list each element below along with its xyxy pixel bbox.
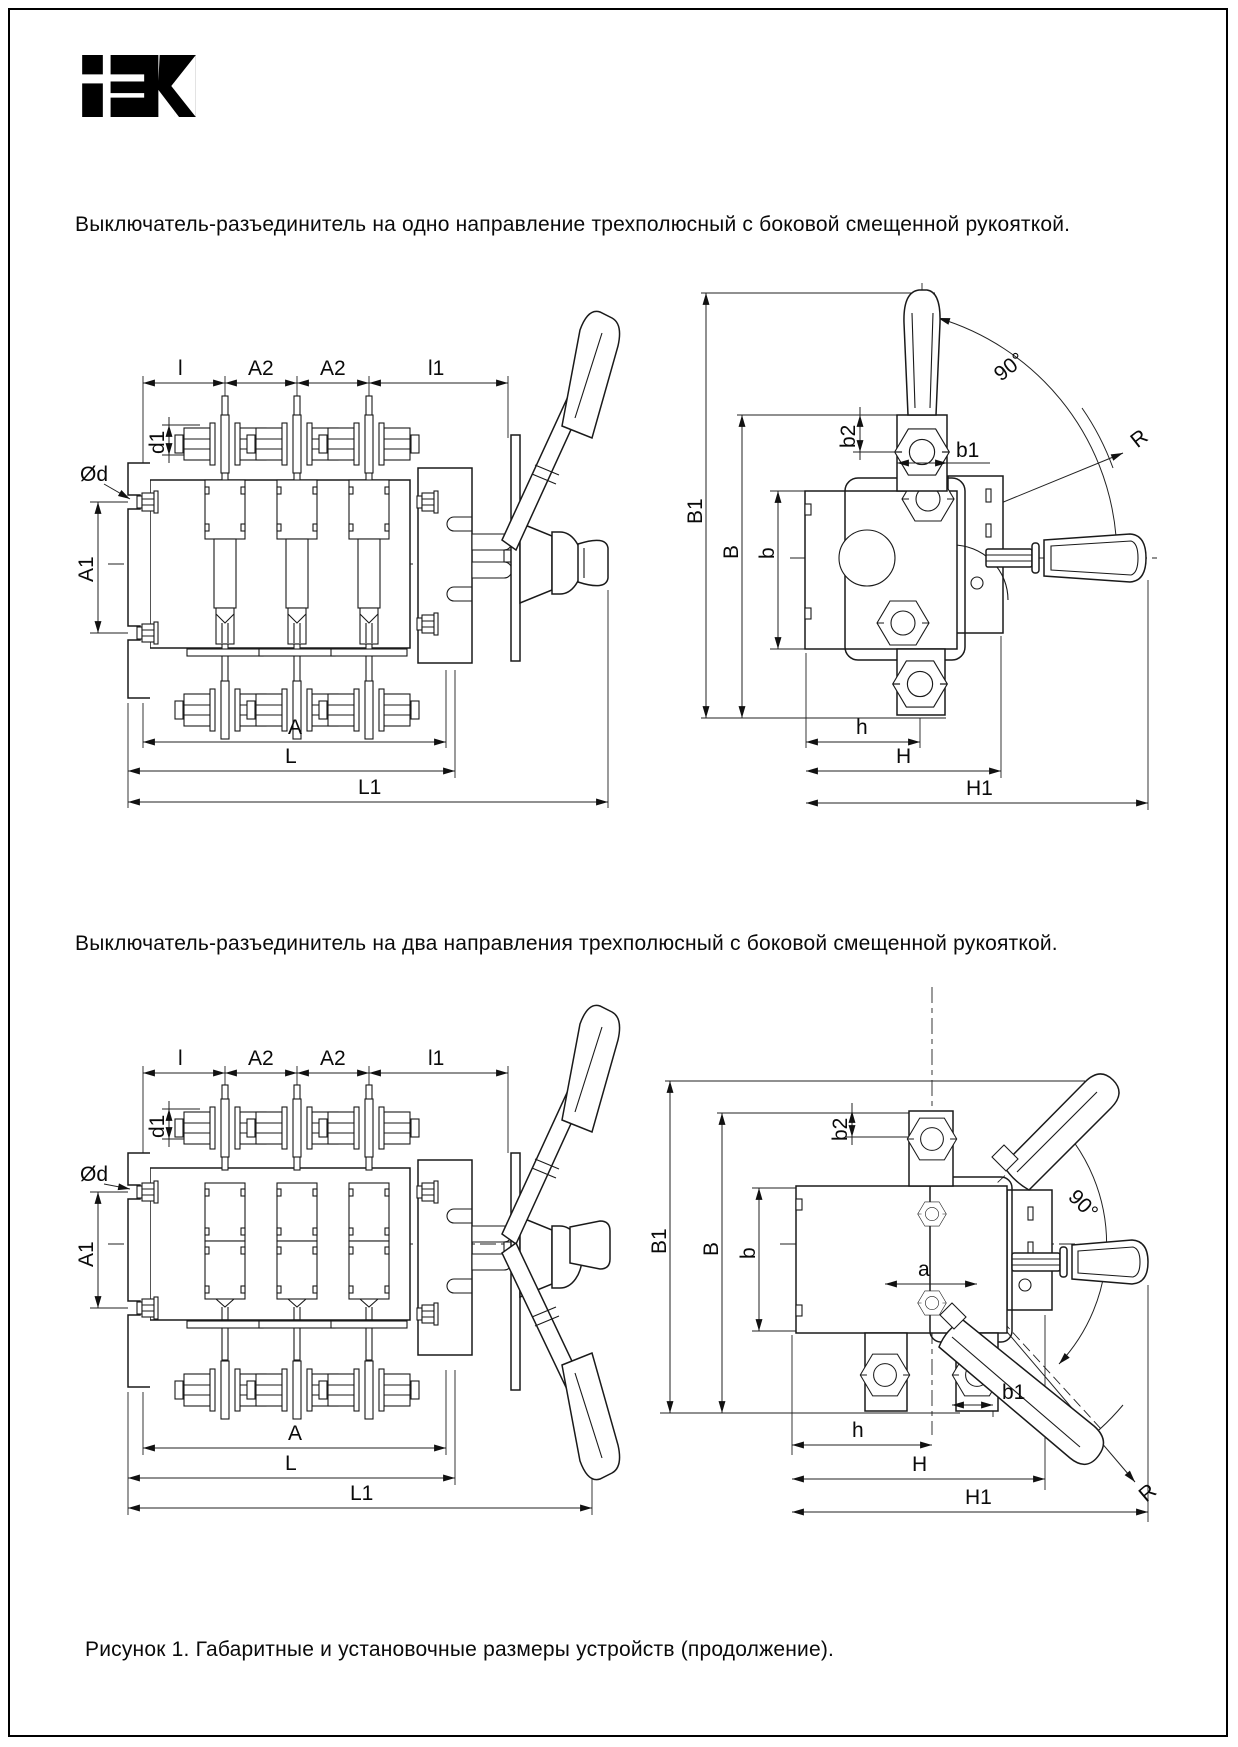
- dim-label-H: H: [912, 1453, 928, 1476]
- fig1-side-vert-dims: [684, 293, 779, 718]
- fig2-a1-dim: [75, 1192, 98, 1308]
- dim-label-h: h: [852, 1419, 864, 1442]
- dim-label-angle: 90°: [1063, 1185, 1103, 1225]
- dim-label-l1: l1: [428, 1047, 445, 1070]
- fig2-front-view: [70, 985, 615, 1525]
- dim-label-b2: b2: [829, 1117, 852, 1141]
- dim-label-d1: d1: [146, 430, 169, 454]
- dim-label-b1: b1: [956, 439, 980, 462]
- dim-label-b2: b2: [837, 424, 860, 448]
- dim-label-B1: B1: [648, 1228, 671, 1254]
- iek-logo: [82, 55, 196, 117]
- iek-logo-icon: [82, 55, 196, 117]
- fig2-diameter-callout: [80, 1163, 130, 1189]
- dim-label-l: l: [178, 357, 183, 380]
- dim-label-B: B: [720, 544, 743, 559]
- dim-label-length1: L1: [350, 1482, 374, 1505]
- figure-caption: Рисунок 1. Габаритные и установочные размеры устройств (продолжение).: [85, 1638, 835, 1661]
- fig2-side-vert-dims: [648, 1081, 760, 1413]
- fig2-top-dim: [143, 1047, 508, 1073]
- dim-label-a: A: [288, 1422, 303, 1445]
- dim-label-l: l: [178, 1047, 183, 1070]
- dim-label-h: h: [856, 716, 868, 739]
- dim-label-diameter: Ød: [80, 463, 109, 486]
- dim-label-length: L: [285, 1452, 297, 1475]
- dim-label-a2-right: A2: [320, 357, 346, 380]
- dim-label-b1: b1: [1002, 1381, 1026, 1404]
- dim-label-radius: R: [1126, 425, 1153, 453]
- figure2-title: Выключатель-разъединитель на два направления трехполюсный с боковой смещенной рукояткой.: [75, 932, 1058, 955]
- dim-label-d1: d1: [146, 1114, 169, 1138]
- dim-label-a1: A1: [75, 1241, 98, 1267]
- dim-label-H1: H1: [965, 1486, 992, 1509]
- dim-label-diameter: Ød: [80, 1163, 109, 1186]
- fig1-side-view: [684, 278, 1165, 818]
- dim-label-angle: 90°: [989, 348, 1030, 386]
- fig1-a1-dim: [75, 502, 98, 633]
- dim-label-l1: l1: [428, 357, 445, 380]
- fig1-top-dim: [143, 357, 508, 383]
- dim-label-a2-right: A2: [320, 1047, 346, 1070]
- dim-label-length: L: [285, 745, 297, 768]
- dim-label-B1: B1: [684, 498, 707, 524]
- dim-label-length1: L1: [358, 776, 382, 799]
- figure1-title: Выключатель-разъединитель на одно направление трехполюсный с боковой смещенной рукояткой.: [75, 213, 1071, 236]
- fig1-front-view: [70, 278, 615, 815]
- dim-label-a1: A1: [75, 556, 98, 582]
- dim-label-radius: R: [1134, 1479, 1161, 1507]
- dim-label-a2-left: A2: [248, 357, 274, 380]
- fig1-side-bottom-dims: [806, 716, 1148, 803]
- dim-label-H: H: [896, 745, 912, 768]
- fig1-diameter-callout: [80, 463, 130, 499]
- dim-label-B: B: [700, 1241, 723, 1256]
- dim-label-a: A: [288, 716, 303, 739]
- dim-label-a: a: [918, 1258, 930, 1281]
- dim-label-b: b: [756, 547, 779, 559]
- fig2-side-b2-dim: [829, 1103, 909, 1145]
- dim-label-b: b: [737, 1247, 760, 1259]
- dim-label-H1: H1: [966, 777, 993, 800]
- fig2-bottom-dims: [128, 1422, 592, 1508]
- fig2-side-view: [640, 985, 1215, 1535]
- dim-label-a2-left: A2: [248, 1047, 274, 1070]
